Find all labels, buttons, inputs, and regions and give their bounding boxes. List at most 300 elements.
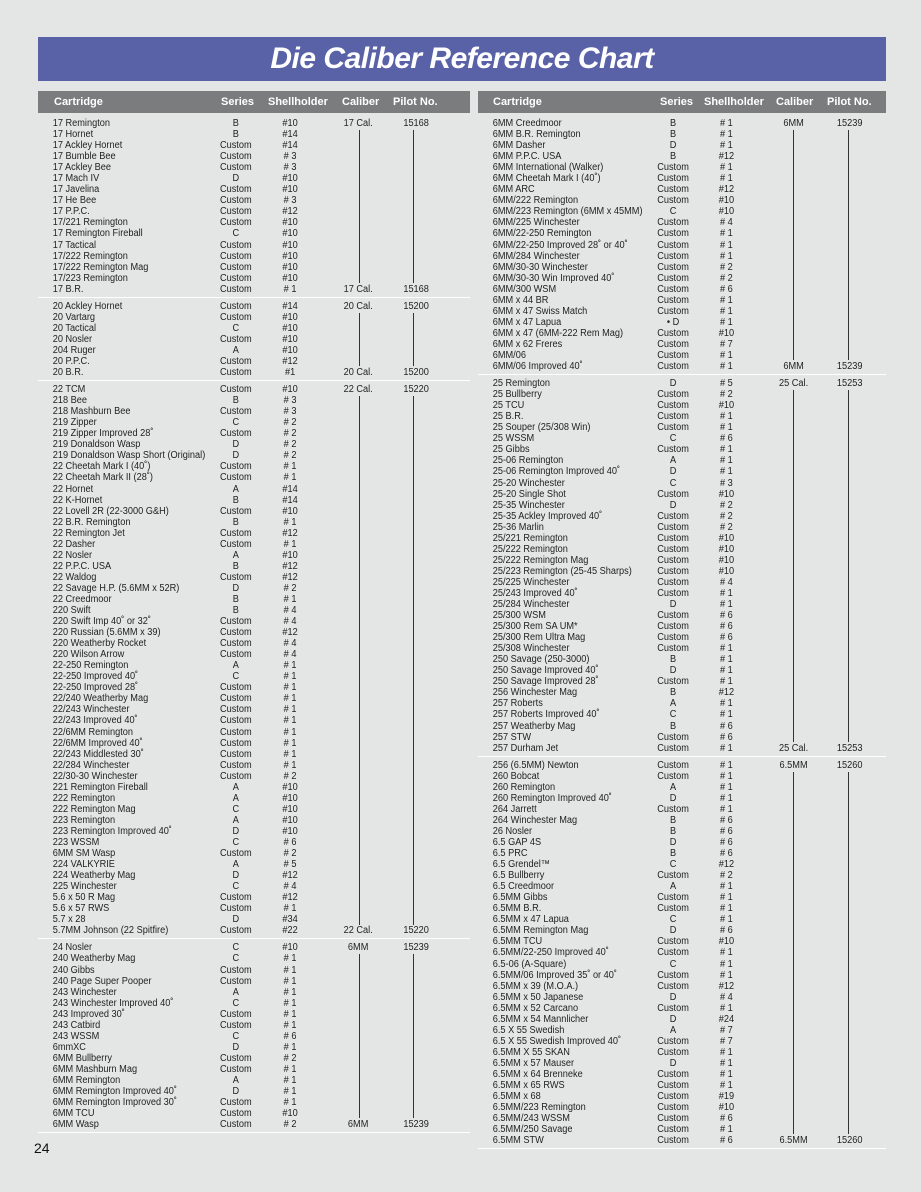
series-cell: Custom bbox=[219, 261, 252, 273]
series-cell: Custom bbox=[657, 676, 689, 688]
table-row bbox=[38, 428, 435, 439]
series-cell: D bbox=[669, 599, 677, 611]
table-row bbox=[38, 406, 435, 417]
shellholder-cell: # 1 bbox=[720, 1046, 733, 1058]
shellholder-cell: # 2 bbox=[720, 389, 733, 401]
series-cell: Custom bbox=[219, 892, 252, 904]
series-cell: Custom bbox=[657, 770, 689, 782]
shellholder-cell: # 1 bbox=[283, 593, 297, 605]
table-row bbox=[478, 959, 853, 970]
caliber-cell: 6.5MM bbox=[779, 1135, 808, 1147]
cartridge-cell: 6.5 Grendel™ bbox=[492, 859, 551, 871]
series-cell: Custom bbox=[219, 1108, 252, 1120]
cartridge-cell: 22/240 Weatherby Mag bbox=[52, 693, 149, 705]
shellholder-cell: #10 bbox=[282, 942, 298, 954]
cartridge-cell: 20 B.R. bbox=[52, 367, 84, 379]
series-cell: C bbox=[232, 1030, 240, 1042]
table-row bbox=[38, 953, 435, 964]
table-row bbox=[38, 450, 435, 461]
shellholder-cell: # 1 bbox=[720, 709, 733, 721]
cartridge-cell: 17/223 Remington bbox=[52, 272, 128, 284]
series-cell: Custom bbox=[657, 422, 689, 434]
cartridge-cell: 204 Ruger bbox=[52, 344, 96, 356]
shellholder-cell: # 1 bbox=[283, 748, 297, 760]
table-row bbox=[478, 151, 853, 162]
shellholder-cell: #14 bbox=[282, 494, 298, 506]
shellholder-cell: #10 bbox=[718, 327, 735, 339]
cartridge-cell: 17 Ackley Bee bbox=[52, 162, 112, 174]
cartridge-cell: 243 Winchester Improved 40˚ bbox=[52, 997, 174, 1009]
cartridge-cell: 22 TCM bbox=[52, 384, 86, 396]
shellholder-cell: # 6 bbox=[283, 1030, 297, 1042]
shellholder-cell: # 1 bbox=[720, 759, 733, 771]
pilot-cell: 15253 bbox=[836, 742, 863, 754]
shellholder-cell: #10 bbox=[282, 384, 298, 396]
caliber-group bbox=[478, 115, 886, 375]
cartridge-cell: 22 Hornet bbox=[52, 483, 94, 495]
series-cell: Custom bbox=[657, 510, 689, 522]
series-cell: D bbox=[232, 1086, 240, 1098]
header-shellholder: Shellholder bbox=[268, 96, 328, 108]
shellholder-cell: # 1 bbox=[283, 903, 297, 915]
shellholder-cell: #12 bbox=[718, 980, 735, 992]
cartridge-cell: 250 Savage (250-3000) bbox=[492, 654, 590, 666]
cartridge-cell: 222 Remington Mag bbox=[52, 803, 136, 815]
cartridge-cell: 25/222 Remington Mag bbox=[492, 554, 589, 566]
cartridge-cell: 6.5MM x 64 Brenneke bbox=[492, 1068, 583, 1080]
series-cell: C bbox=[232, 671, 240, 683]
table-row bbox=[38, 859, 435, 870]
cartridge-cell: 225 Winchester bbox=[52, 881, 117, 893]
shellholder-cell: # 1 bbox=[283, 1074, 297, 1086]
table-row bbox=[478, 378, 863, 390]
table-row bbox=[38, 881, 435, 892]
shellholder-cell: # 4 bbox=[283, 616, 297, 628]
shellholder-cell: # 1 bbox=[720, 958, 733, 970]
cartridge-cell: 6.5MM Gibbs bbox=[492, 892, 548, 904]
cartridge-cell: 264 Jarrett bbox=[492, 803, 537, 815]
shellholder-cell: # 1 bbox=[720, 587, 733, 599]
table-row bbox=[38, 892, 435, 903]
table-row bbox=[478, 1047, 853, 1058]
shellholder-cell: #10 bbox=[718, 565, 735, 577]
cartridge-cell: 5.7 x 28 bbox=[52, 914, 86, 926]
shellholder-cell: # 4 bbox=[720, 991, 733, 1003]
series-cell: Custom bbox=[219, 748, 252, 760]
series-cell: Custom bbox=[219, 355, 252, 367]
table-row bbox=[478, 742, 863, 754]
series-cell: C bbox=[232, 322, 240, 334]
shellholder-cell: # 2 bbox=[720, 272, 733, 284]
shellholder-cell: # 1 bbox=[283, 704, 297, 716]
series-cell: C bbox=[232, 417, 240, 429]
shellholder-cell: # 6 bbox=[720, 610, 733, 622]
series-cell: Custom bbox=[657, 338, 689, 350]
table-row bbox=[38, 550, 435, 561]
shellholder-cell: #12 bbox=[282, 355, 298, 367]
cartridge-cell: 22 Nosler bbox=[52, 549, 93, 561]
table-row bbox=[38, 738, 435, 749]
cartridge-cell: 25-36 Marlin bbox=[492, 521, 544, 533]
shellholder-cell: # 1 bbox=[720, 1124, 733, 1136]
series-cell: Custom bbox=[657, 870, 689, 882]
pilot-cell: 15239 bbox=[836, 361, 863, 373]
cartridge-cell: 219 Zipper bbox=[52, 417, 97, 429]
pilot-cell: 15200 bbox=[403, 367, 429, 379]
cartridge-cell: 25 Gibbs bbox=[492, 444, 530, 456]
series-cell: Custom bbox=[219, 649, 252, 661]
shellholder-cell: # 1 bbox=[283, 964, 297, 976]
series-cell: A bbox=[232, 814, 239, 826]
shellholder-cell: #12 bbox=[718, 859, 735, 871]
series-cell: D bbox=[669, 991, 677, 1003]
page-title: Die Caliber Reference Chart bbox=[270, 42, 654, 75]
cartridge-cell: 243 WSSM bbox=[52, 1030, 100, 1042]
table-row bbox=[478, 533, 853, 544]
table-row bbox=[38, 594, 435, 605]
shellholder-cell: # 1 bbox=[283, 1019, 297, 1031]
series-cell: Custom bbox=[219, 283, 252, 295]
table-row bbox=[478, 1113, 853, 1124]
cartridge-cell: 25/243 Improved 40˚ bbox=[492, 587, 578, 599]
shellholder-cell: # 6 bbox=[720, 621, 733, 633]
shellholder-cell: #10 bbox=[718, 532, 735, 544]
shellholder-cell: #10 bbox=[282, 217, 298, 229]
table-row bbox=[38, 184, 435, 195]
shellholder-cell: # 1 bbox=[283, 682, 297, 694]
table-row bbox=[38, 660, 435, 671]
series-cell: Custom bbox=[657, 554, 689, 566]
cartridge-cell: 6.5MM X 55 SKAN bbox=[492, 1046, 570, 1058]
cartridge-cell: 6.5MM x 54 Mannlicher bbox=[492, 1013, 589, 1025]
shellholder-cell: #12 bbox=[282, 892, 298, 904]
table-row bbox=[38, 572, 435, 583]
table-row bbox=[38, 367, 435, 378]
shellholder-cell: # 6 bbox=[720, 1135, 733, 1147]
shellholder-cell: # 1 bbox=[720, 349, 733, 361]
cartridge-cell: 240 Weatherby Mag bbox=[52, 953, 136, 965]
shellholder-cell: # 1 bbox=[720, 969, 733, 981]
table-row bbox=[478, 676, 853, 687]
series-cell: C bbox=[669, 433, 677, 445]
series-cell: Custom bbox=[657, 239, 689, 251]
table-row bbox=[38, 206, 435, 217]
table-row bbox=[38, 1064, 435, 1075]
cartridge-cell: 223 Remington Improved 40˚ bbox=[52, 825, 172, 837]
shellholder-cell: #12 bbox=[282, 527, 298, 539]
series-cell: Custom bbox=[219, 272, 252, 284]
cartridge-cell: 221 Remington Fireball bbox=[52, 781, 148, 793]
series-cell: Custom bbox=[219, 195, 252, 207]
series-cell: C bbox=[232, 953, 240, 965]
header-cartridge: Cartridge bbox=[493, 96, 542, 108]
series-cell: Custom bbox=[657, 521, 689, 533]
cartridge-cell: 6.5 GAP 4S bbox=[492, 837, 542, 848]
shellholder-cell: # 1 bbox=[720, 892, 733, 904]
series-cell: Custom bbox=[657, 1124, 689, 1136]
shellholder-cell: # 1 bbox=[720, 228, 733, 240]
shellholder-cell: #10 bbox=[718, 400, 735, 412]
table-row bbox=[38, 616, 435, 627]
shellholder-cell: #10 bbox=[282, 322, 298, 334]
cartridge-cell: 6MM TCU bbox=[52, 1108, 95, 1120]
series-cell: Custom bbox=[657, 361, 689, 373]
pilot-range-line bbox=[413, 130, 414, 283]
cartridge-cell: 22 K-Hornet bbox=[52, 494, 103, 506]
cartridge-cell: 22/284 Winchester bbox=[52, 759, 130, 771]
table-row bbox=[38, 1042, 435, 1053]
table-row bbox=[478, 687, 853, 698]
cartridge-cell: 17 Remington Fireball bbox=[52, 228, 143, 240]
series-cell: A bbox=[232, 986, 239, 998]
cartridge-cell: 218 Mashburn Bee bbox=[52, 406, 131, 418]
table-row bbox=[478, 217, 853, 228]
series-cell: Custom bbox=[657, 327, 689, 339]
shellholder-cell: # 2 bbox=[720, 510, 733, 522]
shellholder-cell: # 1 bbox=[720, 466, 733, 478]
table-row bbox=[38, 914, 435, 925]
table-row bbox=[38, 715, 435, 726]
shellholder-cell: # 1 bbox=[720, 316, 733, 328]
pilot-cell: 15220 bbox=[403, 925, 429, 937]
series-cell: Custom bbox=[219, 1097, 252, 1109]
table-row bbox=[478, 936, 853, 947]
series-cell: Custom bbox=[657, 411, 689, 423]
cartridge-cell: 6MM x 47 (6MM-222 Rem Mag) bbox=[492, 327, 624, 339]
cartridge-cell: 22/243 Winchester bbox=[52, 704, 130, 716]
table-row bbox=[38, 976, 435, 987]
pilot-range-line bbox=[848, 772, 849, 1135]
table-row bbox=[478, 1014, 853, 1025]
series-cell: Custom bbox=[219, 975, 252, 987]
cartridge-cell: 6.5 X 55 Swedish Improved 40˚ bbox=[492, 1035, 622, 1047]
series-cell: B bbox=[232, 593, 239, 605]
cartridge-cell: 17 Javelina bbox=[52, 184, 100, 196]
caliber-group bbox=[38, 939, 470, 1133]
cartridge-cell: 6.5MM/22-250 Improved 40˚ bbox=[492, 947, 609, 959]
table-row bbox=[478, 284, 853, 295]
table-row bbox=[478, 195, 853, 206]
shellholder-cell: # 2 bbox=[283, 428, 297, 440]
table-row bbox=[478, 881, 853, 892]
cartridge-cell: 219 Zipper Improved 28˚ bbox=[52, 428, 154, 440]
cartridge-cell: 6MM B.R. Remington bbox=[492, 129, 581, 141]
shellholder-cell: #12 bbox=[718, 687, 735, 699]
table-row bbox=[478, 566, 853, 577]
series-cell: Custom bbox=[219, 1052, 252, 1064]
shellholder-cell: # 1 bbox=[283, 759, 297, 771]
cartridge-cell: 5.6 x 50 R Mag bbox=[52, 892, 116, 904]
cartridge-cell: 26 Nosler bbox=[492, 825, 533, 837]
shellholder-cell: #14 bbox=[282, 129, 298, 141]
series-cell: D bbox=[669, 837, 677, 848]
caliber-group bbox=[478, 375, 886, 757]
table-row bbox=[478, 339, 853, 350]
shellholder-cell: #10 bbox=[282, 549, 298, 561]
series-cell: D bbox=[232, 450, 240, 462]
cartridge-cell: 6MM/284 Winchester bbox=[492, 250, 580, 262]
series-cell: Custom bbox=[219, 848, 252, 860]
table-row bbox=[478, 206, 853, 217]
table-row bbox=[38, 273, 435, 284]
table-row bbox=[478, 1124, 853, 1135]
header-pilot: Pilot No. bbox=[393, 96, 438, 108]
series-cell: A bbox=[232, 859, 239, 871]
caliber-group bbox=[38, 115, 470, 298]
table-row bbox=[478, 782, 853, 793]
series-cell: Custom bbox=[657, 803, 689, 815]
cartridge-cell: 17/222 Remington bbox=[52, 250, 128, 262]
series-cell: B bbox=[669, 814, 677, 826]
right-table-header bbox=[478, 91, 886, 113]
table-row bbox=[38, 627, 435, 638]
table-row bbox=[478, 400, 853, 411]
shellholder-cell: # 1 bbox=[283, 1097, 297, 1109]
right-column bbox=[478, 91, 886, 1161]
shellholder-cell: #14 bbox=[282, 300, 298, 312]
table-row bbox=[38, 1053, 435, 1064]
pilot-cell: 15239 bbox=[836, 118, 863, 129]
table-row bbox=[478, 478, 853, 489]
cartridge-cell: 22 Creedmoor bbox=[52, 593, 112, 605]
cartridge-cell: 240 Gibbs bbox=[52, 964, 95, 976]
series-cell: Custom bbox=[219, 140, 252, 152]
table-row bbox=[38, 693, 435, 704]
cartridge-cell: 223 Remington bbox=[52, 814, 116, 826]
cartridge-cell: 6MM x 47 Swiss Match bbox=[492, 305, 588, 317]
series-cell: Custom bbox=[657, 1091, 689, 1103]
series-cell: A bbox=[232, 660, 239, 672]
cartridge-cell: 6MM Cheetah Mark I (40˚) bbox=[492, 173, 601, 185]
series-cell: Custom bbox=[657, 742, 689, 754]
shellholder-cell: # 1 bbox=[283, 997, 297, 1009]
table-row bbox=[478, 732, 853, 743]
caliber-range-line bbox=[793, 772, 794, 1135]
cartridge-cell: 6.5MM Remington Mag bbox=[492, 925, 589, 937]
series-cell: Custom bbox=[219, 682, 252, 694]
table-row bbox=[38, 118, 435, 129]
shellholder-cell: # 1 bbox=[720, 903, 733, 915]
shellholder-cell: # 2 bbox=[283, 439, 297, 451]
series-cell: Custom bbox=[657, 632, 689, 644]
shellholder-cell: #14 bbox=[282, 483, 298, 495]
shellholder-cell: # 3 bbox=[283, 406, 297, 418]
caliber-range-line bbox=[793, 130, 794, 360]
page-number: 24 bbox=[34, 1140, 50, 1156]
left-groups bbox=[38, 115, 470, 1133]
cartridge-cell: 20 Tactical bbox=[52, 322, 97, 334]
cartridge-cell: 6MM Dasher bbox=[492, 140, 546, 152]
table-row bbox=[478, 129, 853, 140]
cartridge-cell: 6MM Creedmoor bbox=[492, 118, 562, 129]
series-cell: Custom bbox=[657, 576, 689, 588]
shellholder-cell: # 1 bbox=[283, 538, 297, 550]
table-row bbox=[478, 1036, 853, 1047]
shellholder-cell: # 1 bbox=[720, 654, 733, 666]
shellholder-cell: # 4 bbox=[283, 881, 297, 893]
cartridge-cell: 240 Page Super Pooper bbox=[52, 975, 152, 987]
cartridge-cell: 17/222 Remington Mag bbox=[52, 261, 149, 273]
cartridge-cell: 220 Russian (5.6MM x 39) bbox=[52, 627, 161, 639]
series-cell: D bbox=[232, 825, 240, 837]
cartridge-cell: 20 Nosler bbox=[52, 333, 93, 345]
series-cell: B bbox=[232, 494, 239, 506]
table-row bbox=[478, 173, 853, 184]
series-cell: A bbox=[232, 1074, 239, 1086]
cartridge-cell: 25/225 Winchester bbox=[492, 576, 570, 588]
table-row bbox=[38, 1020, 435, 1031]
table-row bbox=[478, 588, 853, 599]
caliber-group bbox=[38, 381, 470, 939]
table-row bbox=[38, 682, 435, 693]
cartridge-cell: 6.5 PRC bbox=[492, 848, 528, 860]
series-cell: Custom bbox=[657, 587, 689, 599]
table-row bbox=[38, 826, 435, 837]
caliber-range-line bbox=[359, 396, 360, 924]
table-row bbox=[38, 771, 435, 782]
cartridge-cell: 6.5MM x 65 RWS bbox=[492, 1080, 565, 1092]
series-cell: Custom bbox=[219, 770, 252, 782]
cartridge-cell: 22 Remington Jet bbox=[52, 527, 125, 539]
shellholder-cell: # 6 bbox=[720, 1113, 733, 1125]
table-row bbox=[38, 638, 435, 649]
shellholder-cell: #12 bbox=[718, 151, 735, 163]
table-row bbox=[38, 217, 435, 228]
cartridge-cell: 25 Remington bbox=[492, 378, 551, 390]
table-row bbox=[478, 826, 853, 837]
cartridge-cell: 24 Nosler bbox=[52, 942, 93, 954]
shellholder-cell: #10 bbox=[282, 344, 298, 356]
shellholder-cell: #10 bbox=[282, 118, 298, 129]
series-cell: Custom bbox=[657, 980, 689, 992]
cartridge-cell: 219 Donaldson Wasp Short (Original) bbox=[52, 450, 206, 462]
series-cell: B bbox=[232, 129, 239, 141]
table-row bbox=[478, 240, 853, 251]
caliber-cell: 17 Cal. bbox=[343, 283, 373, 295]
cartridge-cell: 243 Catbird bbox=[52, 1019, 101, 1031]
shellholder-cell: # 5 bbox=[720, 378, 733, 390]
table-row bbox=[38, 528, 435, 539]
cartridge-cell: 6MM/22-250 Remington bbox=[492, 228, 592, 240]
header-caliber: Caliber bbox=[342, 96, 380, 108]
shellholder-cell: # 7 bbox=[720, 1035, 733, 1047]
table-row bbox=[38, 151, 435, 162]
cartridge-cell: 25/222 Remington bbox=[492, 543, 568, 555]
series-cell: C bbox=[669, 958, 677, 970]
cartridge-cell: 5.6 x 57 RWS bbox=[52, 903, 110, 915]
shellholder-cell: # 1 bbox=[283, 737, 297, 749]
shellholder-cell: # 1 bbox=[720, 676, 733, 688]
shellholder-cell: # 6 bbox=[720, 720, 733, 732]
shellholder-cell: #19 bbox=[718, 1091, 735, 1103]
table-row bbox=[478, 1025, 853, 1036]
shellholder-cell: # 1 bbox=[720, 781, 733, 793]
series-cell: D bbox=[669, 466, 677, 478]
series-cell: Custom bbox=[219, 162, 252, 174]
series-cell: B bbox=[232, 516, 239, 528]
cartridge-cell: 260 Bobcat bbox=[492, 770, 540, 782]
series-cell: Custom bbox=[657, 400, 689, 412]
series-cell: B bbox=[232, 560, 239, 572]
shellholder-cell: # 5 bbox=[283, 859, 297, 871]
shellholder-cell: # 1 bbox=[720, 947, 733, 959]
shellholder-cell: # 4 bbox=[720, 576, 733, 588]
table-row bbox=[478, 350, 853, 361]
cartridge-cell: 6MM International (Walker) bbox=[492, 162, 604, 174]
series-cell: Custom bbox=[657, 610, 689, 622]
series-cell: Custom bbox=[219, 300, 252, 312]
cartridge-cell: 6MM x 47 Lapua bbox=[492, 316, 562, 328]
